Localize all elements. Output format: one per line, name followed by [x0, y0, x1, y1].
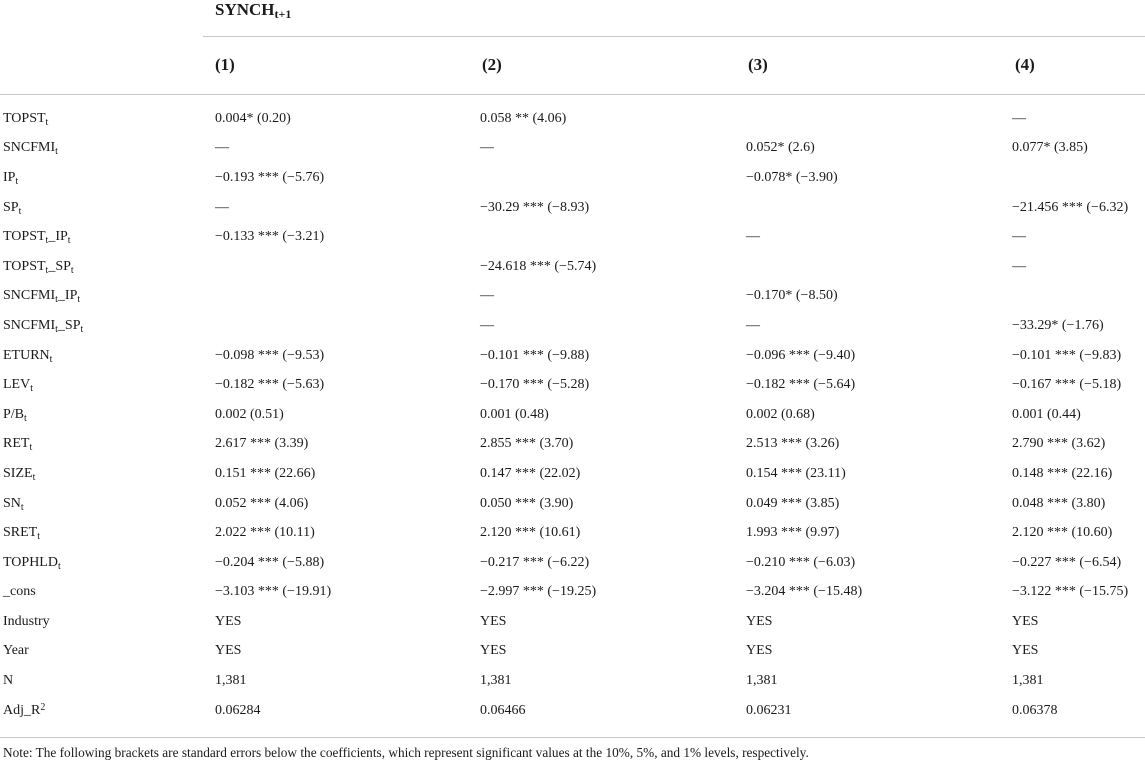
- row-label-text: Year: [3, 643, 29, 659]
- table-cell: 0.052 *** (4.06): [215, 495, 309, 511]
- row-label-subscript: t: [37, 531, 41, 543]
- table-cell: −3.204 *** (−15.48): [746, 584, 863, 600]
- table-row: [0, 696, 1145, 726]
- row-label-suffix: _SP: [57, 317, 81, 333]
- table-cell: −0.182 *** (−5.63): [215, 377, 325, 393]
- table-cell: —: [746, 317, 760, 333]
- row-label: [0, 666, 203, 696]
- table-cell: −0.217 *** (−6.22): [480, 554, 590, 570]
- table-cell: [746, 193, 1012, 223]
- table-cell: 0.06231: [746, 702, 792, 718]
- table-cell: −0.167 *** (−5.18): [1012, 377, 1122, 393]
- row-label: [0, 696, 203, 726]
- table-cell: —: [1012, 258, 1026, 274]
- table-row: [0, 134, 1145, 164]
- dependent-variable-header: [203, 0, 1145, 37]
- row-label-superscript: 2: [40, 701, 46, 713]
- table-cell: −33.29* (−1.76): [1012, 317, 1104, 333]
- table-cell: [1012, 282, 1145, 312]
- table-cell: —: [215, 199, 229, 215]
- table-cell: −0.170* (−8.50): [746, 288, 838, 304]
- table-row: [0, 311, 1145, 341]
- table-cell: −0.101 *** (−9.88): [480, 347, 590, 363]
- table-row: [0, 430, 1145, 460]
- row-label-subscript: t: [57, 560, 61, 572]
- row-label-text: IP: [3, 169, 16, 185]
- table-row: [0, 518, 1145, 548]
- column-header-2: (2): [482, 55, 502, 74]
- row-label: [0, 311, 203, 341]
- row-label-subscript: t: [45, 264, 49, 276]
- table-row: [0, 607, 1145, 637]
- row-label: [0, 222, 203, 252]
- row-label-suffix-subscript: t: [67, 235, 71, 247]
- table-cell: [1012, 163, 1145, 193]
- table-cell: [480, 222, 746, 252]
- table-row: [0, 489, 1145, 519]
- table-cell: 0.001 (0.44): [1012, 406, 1081, 422]
- table-cell: YES: [215, 613, 242, 629]
- table-body: [0, 104, 1145, 725]
- row-label-text: TOPST: [3, 229, 46, 245]
- table-cell: −0.133 *** (−3.21): [215, 229, 325, 245]
- table-cell: —: [215, 140, 229, 156]
- row-label-suffix-subscript: t: [77, 294, 81, 306]
- row-label-subscript: t: [45, 116, 49, 128]
- table-cell: YES: [1012, 613, 1039, 629]
- row-label: [0, 607, 203, 637]
- column-header-4: (4): [1015, 55, 1035, 74]
- table-cell: 0.048 *** (3.80): [1012, 495, 1106, 511]
- table-cell: —: [1012, 229, 1026, 245]
- row-label: [0, 104, 203, 134]
- table-cell: −3.122 *** (−15.75): [1012, 584, 1129, 600]
- row-label-suffix: _IP: [57, 288, 78, 304]
- table-cell: 2.120 *** (10.61): [480, 525, 581, 541]
- row-label: [0, 578, 203, 608]
- table-cell: 1,381: [480, 673, 512, 689]
- table-row: [0, 282, 1145, 312]
- table-row: [0, 400, 1145, 430]
- table-cell: −0.078* (−3.90): [746, 169, 838, 185]
- dependent-variable-label: $SYNCH_{t+1}$: [215, 0, 292, 21]
- table-cell: YES: [215, 643, 242, 659]
- table-cell: YES: [746, 613, 773, 629]
- row-label: [0, 489, 203, 519]
- table-cell: 0.002 (0.51): [215, 406, 284, 422]
- row-label-subscript: t: [24, 412, 27, 424]
- row-label: [0, 400, 203, 430]
- table-cell: 0.06466: [480, 702, 526, 718]
- table-cell: [746, 104, 1012, 134]
- table-cell: 0.06284: [215, 702, 261, 718]
- table-row: [0, 578, 1145, 608]
- table-cell: YES: [480, 643, 507, 659]
- row-label-suffix-subscript: t: [80, 323, 84, 335]
- row-label: [0, 637, 203, 667]
- table-cell: 0.058 ** (4.06): [480, 110, 567, 126]
- row-label-text: SIZE: [3, 465, 33, 481]
- table-cell: YES: [1012, 643, 1039, 659]
- row-label-subscript: t: [30, 383, 33, 395]
- row-label-suffix: _IP: [48, 229, 68, 245]
- table-cell: —: [480, 317, 494, 333]
- table-cell: −0.098 *** (−9.53): [215, 347, 325, 363]
- row-label-subscript: t: [49, 353, 53, 365]
- table-cell: −2.997 *** (−19.25): [480, 584, 597, 600]
- row-label: [0, 193, 203, 223]
- table-row: [0, 459, 1145, 489]
- table-cell: 2.617 *** (3.39): [215, 436, 309, 452]
- table-cell: 0.002 (0.68): [746, 406, 815, 422]
- table-cell: −3.103 *** (−19.91): [215, 584, 332, 600]
- row-label-text: P/B: [3, 406, 25, 422]
- table-cell: −0.193 *** (−5.76): [215, 169, 325, 185]
- table-cell: −21.456 *** (−6.32): [1012, 199, 1129, 215]
- row-label-text: Adj_R: [3, 702, 41, 718]
- table-cell: 0.050 *** (3.90): [480, 495, 574, 511]
- table-note: Note: The following brackets are standard errors below the coefficients, which represent significant values at the 10%, 5%, and 1% levels, respectively.: [3, 745, 809, 760]
- row-label: [0, 548, 203, 578]
- table-row: [0, 104, 1145, 134]
- row-label-subscript: t: [55, 294, 58, 306]
- row-label-text: TOPHLD: [3, 554, 58, 570]
- row-label-subscript: t: [55, 146, 58, 158]
- row-label: [0, 282, 203, 312]
- table-cell: 0.049 *** (3.85): [746, 495, 840, 511]
- row-label-text: ETURN: [3, 347, 50, 363]
- row-label-text: SNCFMI: [3, 288, 56, 304]
- table-row: [0, 666, 1145, 696]
- table-row: [0, 193, 1145, 223]
- table-cell: −30.29 *** (−8.93): [480, 199, 590, 215]
- row-label-subscript: t: [45, 235, 49, 247]
- table-cell: [203, 252, 480, 282]
- row-label-text: LEV: [3, 377, 31, 393]
- table-cell: 1,381: [746, 673, 778, 689]
- row-label-subscript: t: [20, 501, 24, 513]
- column-header-1: (1): [215, 55, 235, 74]
- table-cell: 0.001 (0.48): [480, 406, 549, 422]
- row-label-text: TOPST: [3, 110, 46, 126]
- table-cell: 1.993 *** (9.97): [746, 525, 840, 541]
- table-cell: 2.120 *** (10.60): [1012, 525, 1113, 541]
- table-cell: 2.790 *** (3.62): [1012, 436, 1106, 452]
- row-label-subscript: t: [29, 442, 33, 454]
- table-cell: 0.154 *** (23.11): [746, 465, 846, 481]
- row-label: [0, 518, 203, 548]
- row-label-subscript: t: [32, 471, 36, 483]
- table-cell: 2.022 *** (10.11): [215, 525, 315, 541]
- row-label-subscript: t: [55, 323, 58, 335]
- row-label-suffix-subscript: t: [70, 264, 74, 276]
- table-cell: —: [1012, 110, 1026, 126]
- table-row: [0, 637, 1145, 667]
- row-label: [0, 430, 203, 460]
- table-cell: 1,381: [215, 673, 247, 689]
- table-row: [0, 252, 1145, 282]
- row-label: [0, 163, 203, 193]
- table-row: [0, 548, 1145, 578]
- table-cell: 0.148 *** (22.16): [1012, 465, 1113, 481]
- row-label: [0, 370, 203, 400]
- table-cell: —: [480, 288, 494, 304]
- table-cell: 1,381: [1012, 673, 1044, 689]
- table-cell: 0.052* (2.6): [746, 140, 815, 156]
- table-cell: [203, 282, 480, 312]
- row-label: [0, 459, 203, 489]
- row-label-text: SN: [3, 495, 21, 511]
- row-label-text: RET: [3, 436, 30, 452]
- table-cell: −0.182 *** (−5.64): [746, 377, 856, 393]
- table-cell: 0.147 *** (22.02): [480, 465, 581, 481]
- row-label: [0, 252, 203, 282]
- table-cell: —: [746, 229, 760, 245]
- row-label-text: _cons: [3, 584, 36, 600]
- row-label-text: SNCFMI: [3, 317, 56, 333]
- table-cell: −24.618 *** (−5.74): [480, 258, 597, 274]
- table-row: [0, 341, 1145, 371]
- row-label-suffix: _SP: [48, 258, 71, 274]
- table-cell: −0.101 *** (−9.83): [1012, 347, 1122, 363]
- row-label-text: SNCFMI: [3, 140, 56, 156]
- bottom-rule: [0, 737, 1145, 738]
- table-cell: —: [480, 140, 494, 156]
- table-cell: YES: [746, 643, 773, 659]
- table-cell: 2.855 *** (3.70): [480, 436, 574, 452]
- table-cell: [746, 252, 1012, 282]
- row-label: [0, 134, 203, 164]
- table-row: [0, 370, 1145, 400]
- table-cell: YES: [480, 613, 507, 629]
- table-row: [0, 163, 1145, 193]
- row-label-text: TOPST: [3, 258, 46, 274]
- table-cell: 0.077* (3.85): [1012, 140, 1088, 156]
- row-label-text: SRET: [3, 525, 38, 541]
- row-label-subscript: t: [15, 175, 19, 187]
- table-cell: 2.513 *** (3.26): [746, 436, 840, 452]
- table-cell: 0.151 *** (22.66): [215, 465, 316, 481]
- row-label-text: Industry: [3, 613, 50, 629]
- table-cell: [480, 163, 746, 193]
- column-header-3: (3): [748, 55, 768, 74]
- table-row: [0, 222, 1145, 252]
- row-label-text: SP: [3, 199, 19, 215]
- table-cell: −0.210 *** (−6.03): [746, 554, 856, 570]
- table-cell: −0.227 *** (−6.54): [1012, 554, 1122, 570]
- table-cell: 0.004* (0.20): [215, 110, 291, 126]
- column-header-row: [0, 37, 1145, 95]
- row-label-subscript: t: [18, 205, 22, 217]
- table-cell: 0.06378: [1012, 702, 1058, 718]
- row-label-text: N: [3, 673, 14, 689]
- table-cell: [203, 311, 480, 341]
- table-cell: −0.096 *** (−9.40): [746, 347, 856, 363]
- table-cell: −0.170 *** (−5.28): [480, 377, 590, 393]
- row-label: [0, 341, 203, 371]
- table-cell: −0.204 *** (−5.88): [215, 554, 325, 570]
